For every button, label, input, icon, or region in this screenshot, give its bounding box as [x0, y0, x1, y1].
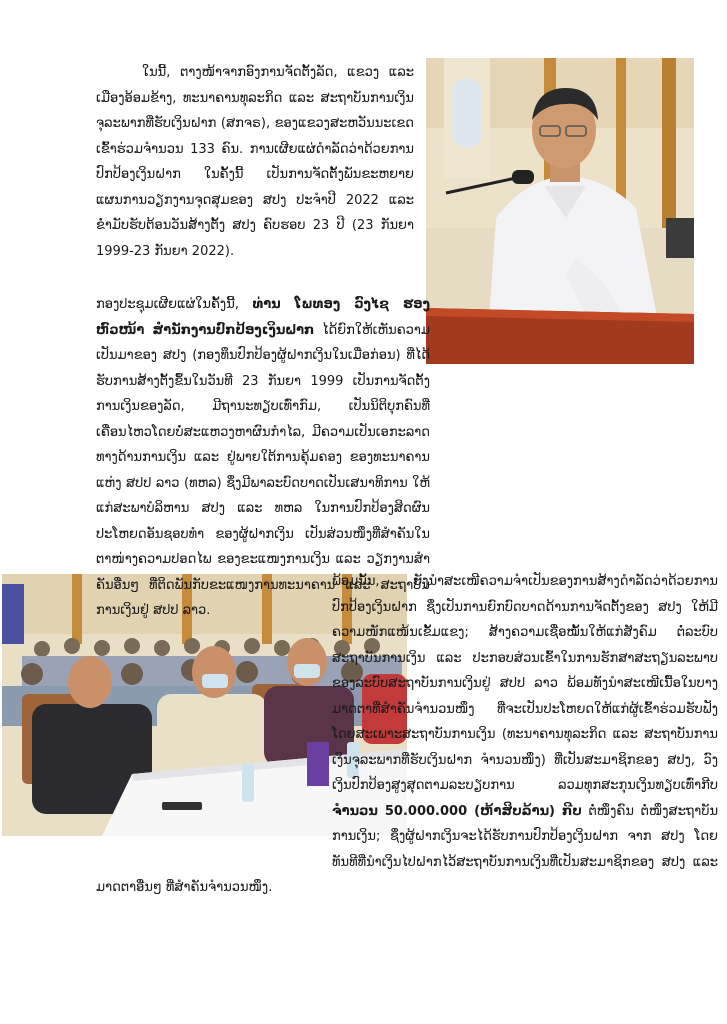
speaker-name: ທ່ານ ໂພທອງ ວົງໄຊ ຮອງຫົວໜ້າ ສຳນັກງານປົກປ້ອງເງິນຝາກ — [96, 297, 430, 338]
paragraph-1: ໃນນີ້, ຕາງໜ້າຈາກອົງການຈັດຕັ້ງລັດ, ແຂວງ ແລະ ເມືອງອ້ອມຂ້າງ, ທະນາຄານທຸລະກິດ ແລະ ສະຖາບັນການເງິນຈຸລະພາກທີ່ຮັບເງິນຝາກ (ສກຈຣ), ຂອງແຂວງສະຫວັນນະເຂດ ເຂົ້າຮ່ວມຈຳນວນ 133 ຄົນ. ການເຜີຍແຜ່ດຳລັດວ່າດ້ວຍການປົກປ້ອງເງິນຝາກ ໃນຄັ້ງນີ້ ເປັນການຈັດຕັ້ງພັນຂະຫຍາຍແຜນການວຽກງານຈຸດສຸມຂອງ ສປງ ປະຈຳປີ 2022 ແລະ ຂ່ຳມັບຮັບຕ້ອນວັນສ້າງຕັ້ງ ສປງ ຄົບຮອບ 23 ປີ (23 ກັນຍາ 1999-23 ກັນຍາ 2022). — [96, 65, 414, 259]
audience-photo-spacer — [2, 569, 320, 853]
paragraph-3-body-b: ຕໍ່ໜຶ່ງຄົນ ຕໍ່ໜຶ່ງສະຖາບັນການເງິນ; ຊຶ່ງຜູ້ຝາກເງິນຈະໄດ້ຮັບການປົກປ້ອງເງິນຝາກ ຈາກ ສປງ ໂດຍທັນທີທີ່ນຳເງິນໄປຝາກໄວ້ສະຖາບັນການເງິນທີ່ເປັນສະມາຊິກຂອງ ສປງ ແລະ ມາດຕາອື່ນໆ ທີ່ສຳຄັນຈຳນວນໜຶ່ງ. — [96, 803, 719, 895]
paragraph-2-body: ໄດ້ຍົກໃຫ້ເຫັນຄວາມເປັນມາຂອງ ສປງ (ກອງທຶນປົກປ້ອງຜູ້ຝາກເງິນໃນເມື່ອກ່ອນ) ທີ່ໄດ້ຮັບການສ້າງຕັ້ງຂຶ້ນໃນວັນທີ 23 ກັນຍາ 1999 ເປັນການຈັດຕັ້ງການເງິນຂອງລັດ, ມີຖານະທຽບເທົ່າກົມ, ເປັນນິຕິບຸກຄົນທີ່ເຄື່ອນໄຫວໂດຍບໍ່ສະແຫວງຫາຜົນກຳໄລ, ມີຄວາມເປັນເອກະລາດທາງດ້ານການເງິນ ແລະ ຢູ່ພາຍໃຕ້ການຄຸ້ມຄອງ ຂອງທະນາຄານແຫ່ງ ສປປ ລາວ (ທຫລ) ຊຶ່ງມີພາລະບົດບາດເປັນເສນາທິການ ໃຫ້ແກ່ສະພາບໍລິຫານ ສປງ ແລະ ທຫລ ໃນການປົກປ້ອງສິດຜົນປະໂຫຍດອັນຊອບທຳ ຂອງຜູ້ຝາກເງິນ ເປັນສ່ວນໜຶ່ງທີ່ສຳຄັນໃນຕາໜ່າງຄວາມປອດໄພ ຂອງຂະແໜງການເງິນ ແລະ ວຽກງານສຳຄັນອື່ນໆ ທີ່ຕິດພັນກັບຂະແໜງການທະນາຄານ ແລະ ສະຖາບັນການເງິນຢູ່ ສປປ ລາວ. — [96, 322, 430, 618]
coverage-amount: ຈຳນວນ 50.000.000 (ຫ້າສິບລ້ານ) ກີບ — [332, 803, 582, 819]
speaker-photo-spacer — [442, 292, 718, 610]
paragraph-2-lead: ກອງປະຊຸມເຜີຍແຜ່ໃນຄັ້ງນີ້, — [96, 297, 239, 312]
paragraph-3-body-a: ພ້ອມນັ້ນ, ຍັງນຳສະເໜີຄວາມຈຳເປັນຂອງການສ້າງດຳລັດວ່າດ້ວຍການປົກປ້ອງເງິນຝາກ ຊຶ່ງເປັນການຍົກບົດບາດດ້ານການຈັດຕັ້ງຂອງ ສປງ ໃຫ້ມີຄວາມໜັກແໜ້ນເຂັ້ມແຂງ; ສ້າງຄວາມເຊື່ອໝັ້ນໃຫ້ແກ່ສັງຄົມ ຕໍ່ລະບົບສະຖາບັນການເງິນ ແລະ ປະກອບສ່ວນເຂົ້າໃນການຮັກສາສະຖຽນລະພາບ ຂອງລະບົບສະຖາບັນການເງິນຢູ່ ສປປ ລາວ ພ້ອມທັງນຳສະເໜີເນື້ອໃນບາງມາດຕາທີ່ສຳຄັນຈຳນວນໜຶ່ງ ທີ່ຈະເປັນປະໂຫຍດໃຫ້ແກ່ຜູ້ເຂົ້າຮ່ວມຮັບຟັງ ໂດຍສະເພາະສະຖາບັນການເງິນ (ທະນາຄານທຸລະກິດ ແລະ ສະຖາບັນການເງິນຈຸລະພາກທີ່ຮັບເງິນຝາກ ຈຳນວນໜຶ່ງ) ທີ່ເປັນສະມາຊິກຂອງ ສປງ, ວົງເງິນປົກປ້ອງສູງສຸດຕາມລະບຽບການ ລວມທຸກສະກຸນເງິນທຽບເທົ່າກີບ — [332, 574, 718, 793]
paragraph-3 — [96, 569, 718, 901]
